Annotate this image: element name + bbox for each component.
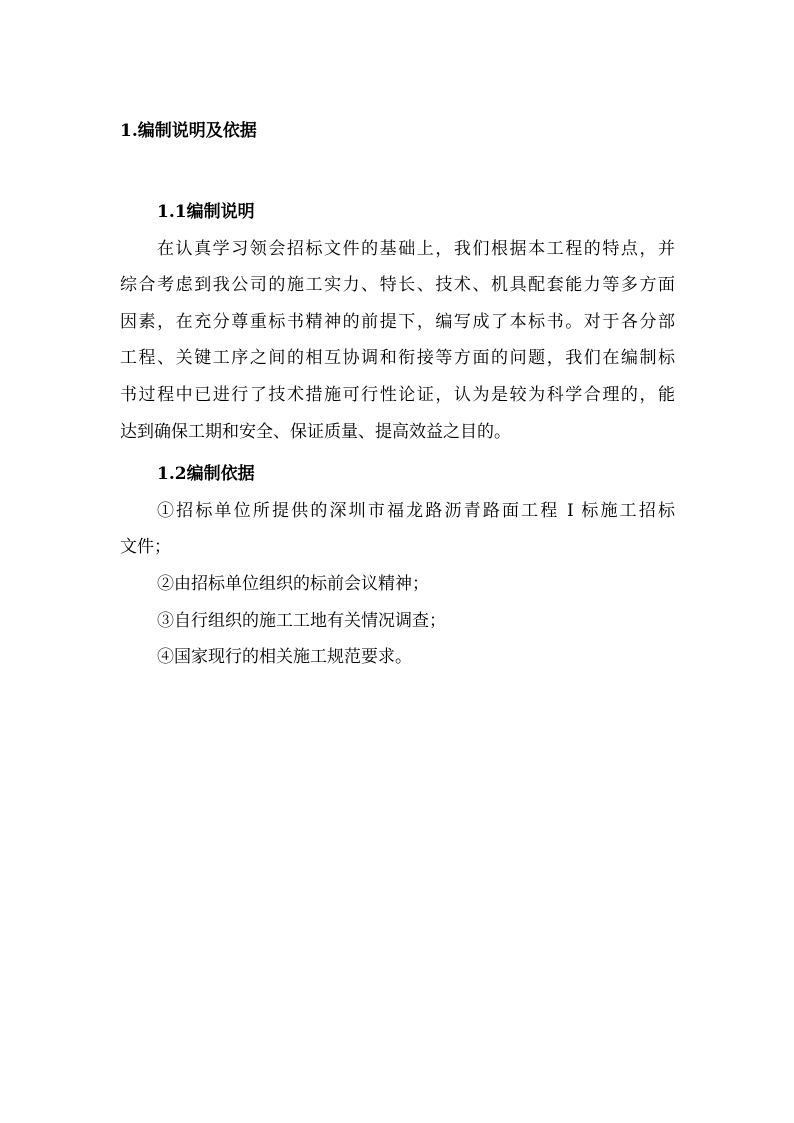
list-item-line: 文件；	[120, 537, 171, 558]
paragraph-line: 书过程中已进行了技术措施可行性论证，认为是较为科学合理的，能	[120, 384, 675, 405]
paragraph-line: 工程、关键工序之间的相互协调和衔接等方面的问题，我们在编制标	[120, 348, 675, 369]
list-item	[120, 603, 675, 640]
basis-list	[120, 493, 675, 676]
list-item	[120, 639, 675, 676]
section-compilation-basis	[120, 456, 675, 676]
list-item-line: ③自行组织的施工工地有关情况调查；	[157, 610, 446, 631]
document-title: 1.编制说明及依据	[120, 121, 257, 141]
paragraph-line: 在认真学习领会招标文件的基础上，我们根据本工程的特点，并	[157, 238, 675, 259]
paragraph-line: 达到确保工期和安全、保证质量、提高效益之目的。	[120, 421, 511, 442]
list-item	[120, 566, 675, 603]
list-item	[120, 493, 675, 566]
description-paragraph	[120, 231, 675, 451]
document-content	[120, 113, 675, 676]
section-heading: 1.2编制依据	[157, 464, 255, 485]
section-compilation-description	[120, 194, 675, 450]
section-heading: 1.1编制说明	[157, 202, 255, 222]
list-item-line: ①招标单位所提供的深圳市福龙路沥青路面工程 I 标施工招标	[157, 500, 675, 521]
list-item-line: ②由招标单位组织的标前会议精神；	[157, 573, 429, 594]
paragraph-line: 综合考虑到我公司的施工实力、特长、技术、机具配套能力等多方面	[120, 275, 675, 296]
list-item-line: ④国家现行的相关施工规范要求。	[157, 647, 412, 668]
paragraph-line: 因素，在充分尊重标书精神的前提下，编写成了本标书。对于各分部	[120, 311, 675, 332]
